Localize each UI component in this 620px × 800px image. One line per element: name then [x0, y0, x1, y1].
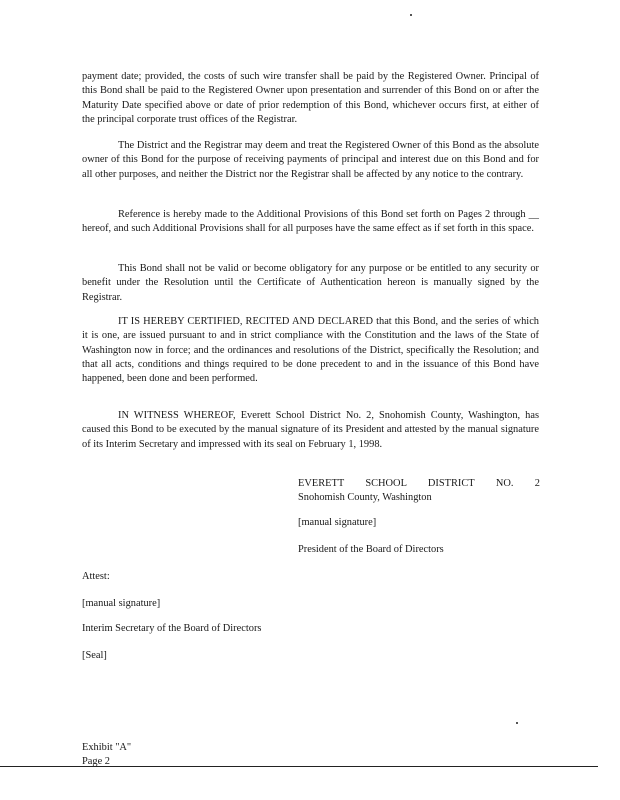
attest-label: Attest:	[82, 571, 110, 582]
footer-rule	[0, 766, 598, 767]
paragraph-payment: payment date; provided, the costs of such wire transfer shall be paid by the Registered Owner. Principal of this Bond shall be paid to the Registered Owner upon presentation and surrender of this Bond on or after the Maturity Date specified above or date of prior redemption of this Bond, whichever occurs first, at either of the principal corporate trust offices of the Registrar.	[82, 71, 539, 125]
paragraph-in-witness: IN WITNESS WHEREOF, Everett School District No. 2, Snohomish County, Washington, has caused this Bond to be executed by the manual signature of its President and attested by the manual signature of its Interim Secretary and impressed with its seal on February 1, 1998.	[82, 410, 539, 450]
paragraph-additional-provisions: Reference is hereby made to the Additional Provisions of this Bond set forth on Pages 2 through __ hereof, and such Additional Provisions shall for all purposes have the same effect as if set forth in this space.	[82, 209, 539, 235]
attest-signature: [manual signature]	[82, 598, 161, 609]
district-name: EVERETT SCHOOL DISTRICT NO. 2	[298, 478, 540, 489]
seal-label: [Seal]	[82, 650, 107, 661]
paragraph-validity: This Bond shall not be valid or become obligatory for any purpose or be entitled to any security or benefit under the Resolution until the Certificate of Authentication hereon is manually signed by the Registrar.	[82, 263, 539, 303]
signature-block	[298, 477, 540, 506]
president-title: President of the Board of Directors	[298, 544, 444, 555]
scan-speck	[410, 14, 412, 16]
footer-page: Page 2	[82, 756, 110, 767]
scan-speck	[516, 722, 518, 724]
paragraph-registered-owner: The District and the Registrar may deem and treat the Registered Owner of this Bond as the absolute owner of this Bond for the purpose of receiving payments of principal and interest due on this Bond and for all other purposes, and neither the District nor the Registrar shall be affected by any notice to the contrary.	[82, 140, 539, 180]
attest-title: Interim Secretary of the Board of Directors	[82, 623, 262, 634]
footer-exhibit: Exhibit "A"	[82, 742, 132, 753]
president-signature: [manual signature]	[298, 517, 377, 528]
paragraph-certification: IT IS HEREBY CERTIFIED, RECITED AND DECLARED that this Bond, and the series of which it is one, are issued pursuant to and in strict compliance with the Constitution and the laws of the State of Washington now in force; and the ordinances and resolutions of the District, specifically the Resolution; and that all acts, conditions and things required to be done precedent to and in the issuance of this Bond have happened, been done and been performed.	[82, 316, 539, 385]
district-county: Snohomish County, Washington	[298, 492, 432, 504]
